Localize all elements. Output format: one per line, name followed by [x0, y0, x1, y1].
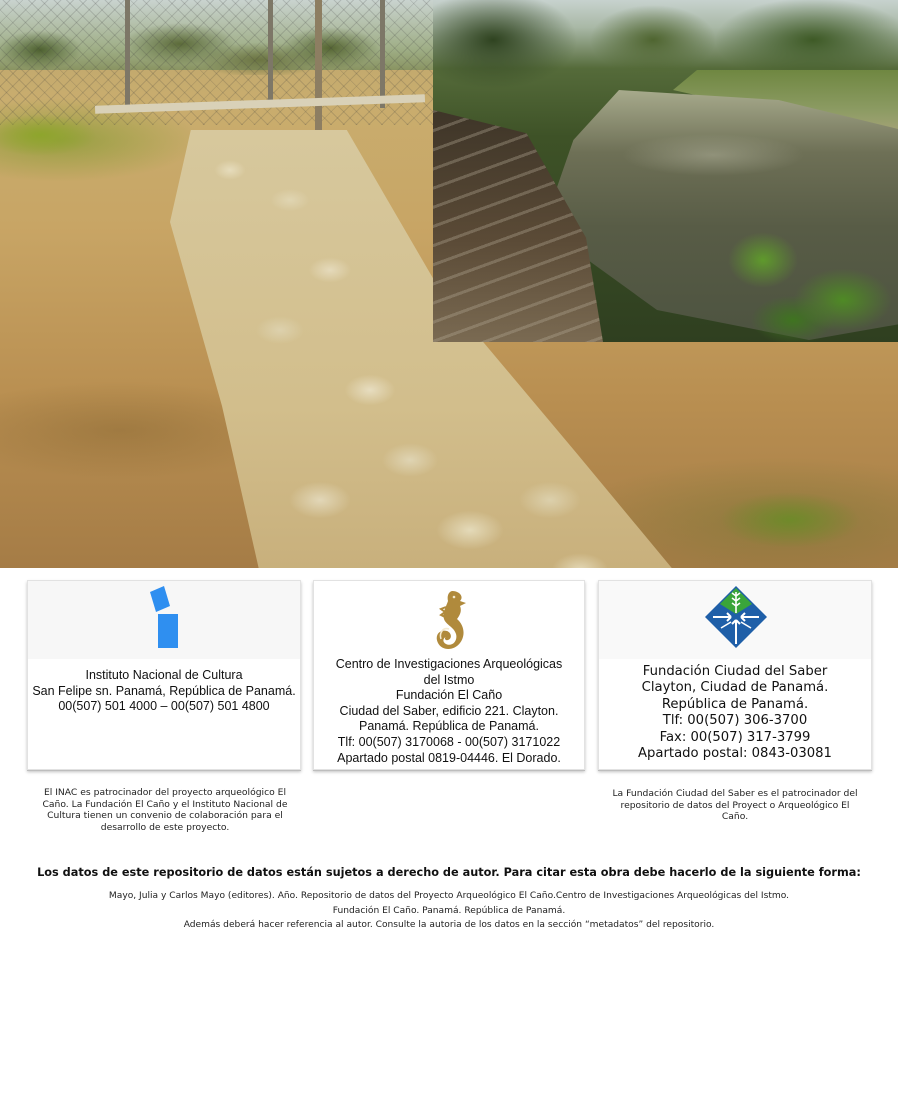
inac-card — [27, 580, 301, 770]
note-line: desarrollo de este proyecto. — [100, 821, 230, 833]
inac-logo-area — [28, 581, 300, 659]
river-inset-photo — [433, 0, 898, 342]
fence-post — [125, 0, 130, 110]
cano-country: Panamá. República de Panamá. — [359, 719, 539, 734]
saber-address: Clayton, Ciudad de Panamá. — [641, 680, 829, 696]
citation-line: Además deberá hacer referencia al autor. Consulte la autoria de los datos en la sección “metadatos” del repositorio. — [183, 920, 715, 931]
cano-center-name: Centro de Investigaciones Arqueológicas — [335, 657, 563, 671]
seahorse-icon — [430, 589, 470, 653]
cano-address: Ciudad del Saber, edificio 221. Clayton. — [339, 703, 559, 718]
saber-name: Fundación Ciudad del Saber — [642, 664, 828, 679]
citation-line: Fundación El Caño. Panamá. República de Panamá. — [332, 905, 566, 916]
copyright-heading: Los datos de este repositorio de datos están sujetos a derecho de autor. Para citar esta obra debe hacerlo de la siguiente forma: — [37, 866, 861, 879]
note-line: Cultura tienen un convenio de colaboración para el — [47, 810, 283, 822]
inac-contact — [28, 668, 300, 715]
saber-postal: Apartado postal: 0843-03081 — [638, 746, 832, 762]
inac-address: San Felipe sn. Panamá, República de Panamá. — [32, 683, 296, 698]
hero-grass — [0, 110, 110, 165]
hero-grass — [700, 480, 898, 560]
inac-phone: 00(507) 501 4000 – 00(507) 501 4800 — [58, 699, 270, 714]
saber-logo-area — [599, 581, 871, 659]
note-line: Caño. — [721, 811, 749, 823]
cano-postal: Apartado postal 0819-04446. El Dorado. — [337, 750, 561, 765]
saber-contact — [599, 664, 871, 762]
saber-country: República de Panamá. — [661, 696, 809, 712]
saber-fax: Fax: 00(507) 317-3799 — [659, 729, 811, 745]
saber-phone: Tlf: 00(507) 306-3700 — [662, 713, 808, 729]
cano-foundation: Fundación El Caño — [395, 688, 503, 703]
river-bush — [703, 210, 898, 342]
note-line: El INAC es patrocinador del proyecto arqueológico El — [43, 787, 287, 798]
inac-name: Instituto Nacional de Cultura — [85, 668, 243, 682]
fence-post — [315, 0, 322, 145]
saber-sponsor-note — [600, 788, 870, 823]
cano-card — [313, 580, 585, 770]
cano-center-name-cont: del Istmo — [423, 672, 475, 687]
citation-block — [0, 889, 898, 933]
river-reflection — [583, 120, 843, 190]
note-line: La Fundación Ciudad del Saber es el patrocinador del — [612, 788, 858, 799]
cano-contact — [314, 657, 584, 766]
citation-line: Mayo, Julia y Carlos Mayo (editores). Año. Repositorio de datos del Proyecto Arqueológico El Caño.Centro de Investigaciones Arqueológicas del Istmo. — [108, 891, 790, 901]
note-line: repositorio de datos del Proyect o Arqueológico El — [620, 799, 850, 811]
saber-card — [598, 580, 872, 770]
ciudad-del-saber-logo-icon — [703, 584, 769, 650]
inac-sponsor-note — [30, 787, 300, 833]
fence-post — [380, 0, 385, 108]
cano-phone: Tlf: 00(507) 3170068 - 00(507) 3171022 — [337, 734, 561, 749]
fence-post — [268, 0, 273, 105]
inac-logo-icon — [150, 586, 180, 648]
note-line: Caño. La Fundación El Caño y el Instituto Nacional de — [42, 798, 288, 810]
cano-logo-area — [314, 581, 584, 659]
